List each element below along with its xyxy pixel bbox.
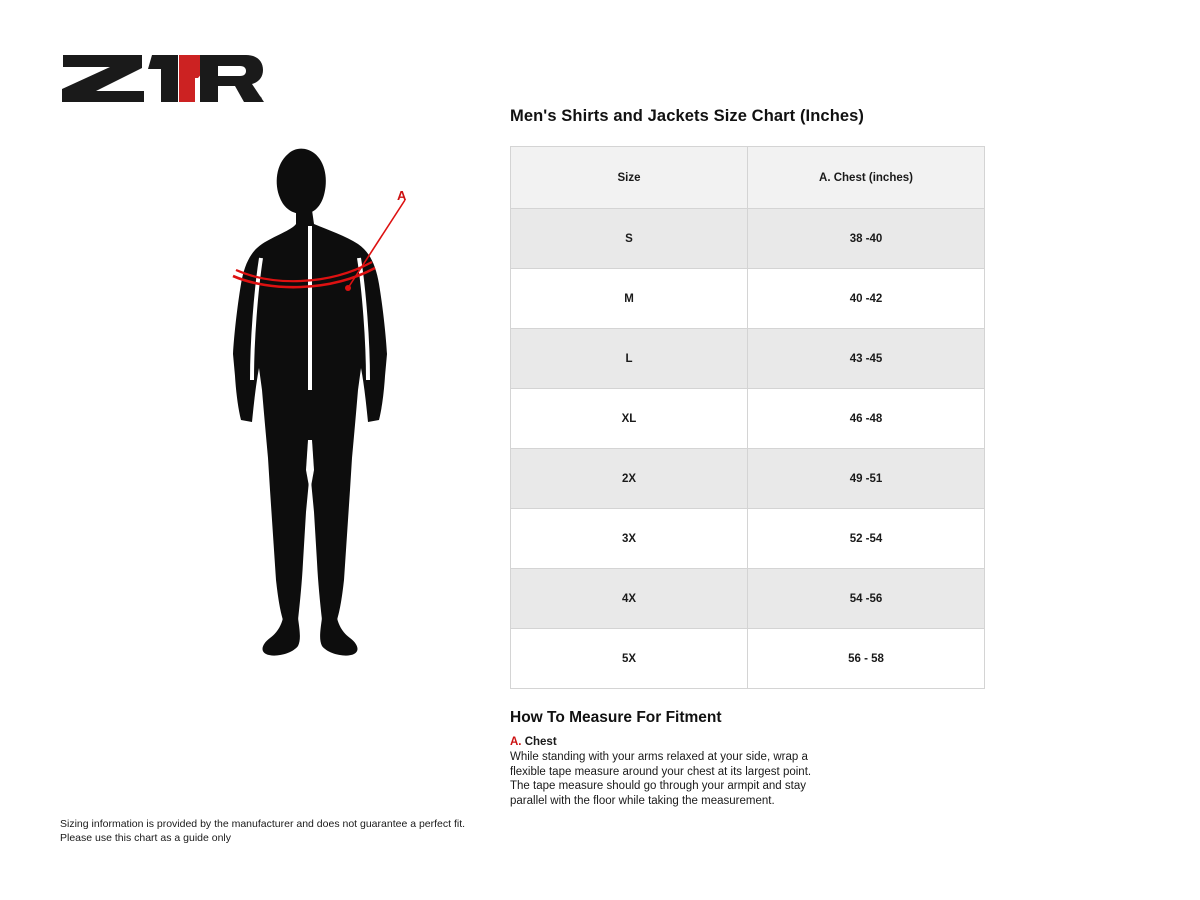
table-row [511, 209, 985, 269]
cell-chest: 56 - 58 [748, 629, 985, 689]
cell-chest: 43 -45 [748, 329, 985, 389]
cell-size: 4X [511, 569, 748, 629]
table-row [511, 329, 985, 389]
measure-item-label: Chest [524, 736, 557, 748]
cell-size: 3X [511, 509, 748, 569]
brand-logo [60, 50, 265, 105]
column-header-chest: A. Chest (inches) [748, 147, 985, 209]
table-row [511, 509, 985, 569]
column-header-size: Size [511, 147, 748, 209]
cell-size: S [511, 209, 748, 269]
body-silhouette-figure [200, 140, 440, 670]
measure-item-body: While standing with your arms relaxed at your side, wrap a flexible tape measure around your chest at its largest point. The tape measure should go through your armpit and stay parallel with the floor while taking the measurement. [510, 751, 812, 807]
disclaimer-text: Sizing information is provided by the manufacturer and does not guarantee a perfect fit. Please use this chart as a guide only [60, 818, 466, 844]
table-row [511, 629, 985, 689]
how-to-measure-heading: How To Measure For Fitment [510, 709, 722, 726]
cell-size: 5X [511, 629, 748, 689]
cell-chest: 46 -48 [748, 389, 985, 449]
measure-item-heading [510, 736, 557, 748]
measure-item-mark: A. [510, 736, 522, 748]
table-row [511, 269, 985, 329]
cell-chest: 52 -54 [748, 509, 985, 569]
cell-chest: 38 -40 [748, 209, 985, 269]
size-chart-table [510, 146, 985, 689]
table-row [511, 389, 985, 449]
cell-size: 2X [511, 449, 748, 509]
registered-trademark-icon: ® [256, 95, 262, 104]
cell-size: L [511, 329, 748, 389]
cell-size: XL [511, 389, 748, 449]
table-header-row [511, 147, 985, 209]
cell-chest: 54 -56 [748, 569, 985, 629]
cell-size: M [511, 269, 748, 329]
chest-callout-label: A [397, 188, 407, 203]
cell-chest: 49 -51 [748, 449, 985, 509]
chart-title: Men's Shirts and Jackets Size Chart (Inches) [510, 107, 865, 125]
table-row [511, 449, 985, 509]
cell-chest: 40 -42 [748, 269, 985, 329]
table-row [511, 569, 985, 629]
